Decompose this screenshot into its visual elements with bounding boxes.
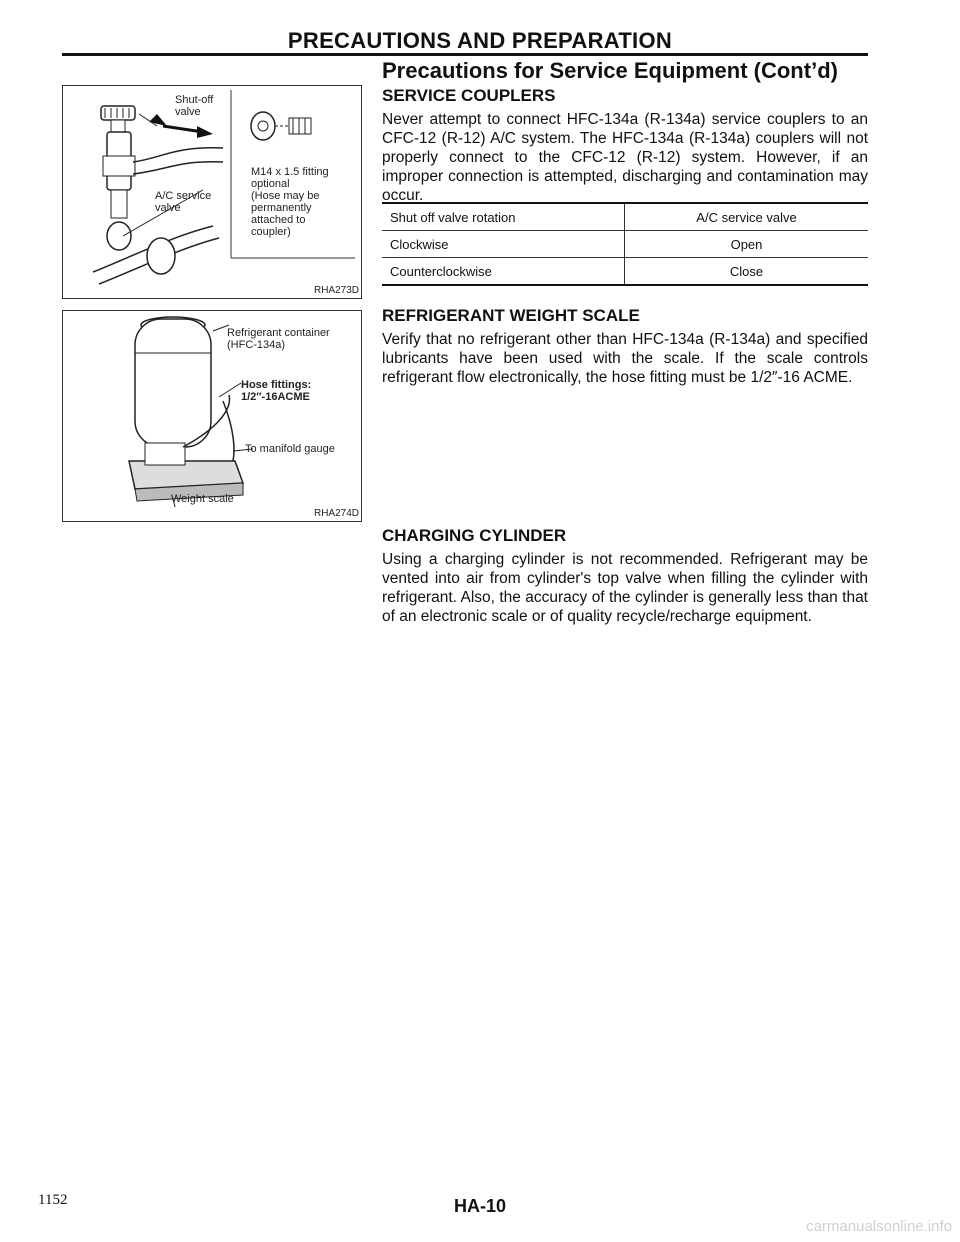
table-cell: Close	[625, 258, 869, 286]
figure-code: RHA274D	[313, 508, 359, 519]
figure-weight-scale	[62, 310, 362, 522]
header-rule	[62, 53, 868, 56]
service-couplers-heading: SERVICE COUPLERS	[382, 86, 556, 105]
table-header: Shut off valve rotation	[382, 203, 625, 231]
ac-service-valve-label: A/C service valve	[155, 190, 212, 214]
charging-cylinder-text: Using a charging cylinder is not recommended. Refrigerant may be vented into air from cylinder's top valve when filling the cylinder with refrigerant. Also, the accuracy of the cylinder is generally less than that of an electronic scale or of quality recycle/recharge equipment.	[382, 551, 868, 625]
weight-scale-label: Weight scale	[171, 493, 234, 505]
page-number: 1152	[38, 1192, 68, 1208]
weight-scale-heading: REFRIGERANT WEIGHT SCALE	[382, 306, 640, 325]
refrigerant-container-label: Refrigerant container (HFC-134a)	[227, 327, 330, 351]
fitting-note: M14 x 1.5 fitting optional (Hose may be permanently attached to coupler)	[251, 166, 329, 238]
figure-code: RHA273D	[313, 285, 359, 296]
page-header-title: PRECAUTIONS AND PREPARATION	[287, 28, 673, 53]
service-couplers-text: Never attempt to connect HFC-134a (R-134a) service couplers to an CFC-12 (R-12) A/C system. The HFC-134a (R-134a) couplers will not properly connect to the CFC-12 (R-12) system. However, if an improper connection is attempted, discharging and contamination may occur.	[382, 111, 868, 204]
section-title: Precautions for Service Equipment (Cont’d)	[382, 58, 838, 83]
watermark: carmanualsonline.info	[806, 1218, 952, 1235]
hose-fittings-label: Hose fittings: 1/2″-16ACME	[241, 379, 312, 403]
figure-service-coupler	[62, 85, 362, 299]
table-cell: Open	[625, 231, 869, 258]
valve-rotation-table	[382, 202, 868, 286]
charging-cylinder-heading: CHARGING CYLINDER	[382, 526, 567, 545]
manifold-gauge-label: To manifold gauge	[245, 443, 335, 455]
weight-scale-text: Verify that no refrigerant other than HFC-134a (R-134a) and specified lubricants have been used with the scale. If the scale controls refrigerant flow electronically, the hose fitting must be 1/2″-16 ACME.	[382, 331, 868, 386]
table-cell: Counterclockwise	[382, 258, 625, 286]
table-row	[382, 258, 868, 286]
table-header-row	[382, 203, 868, 231]
table-header: A/C service valve	[625, 203, 869, 231]
page-id: HA-10	[453, 1196, 506, 1216]
shutoff-valve-label: Shut-off valve	[175, 94, 214, 118]
table-cell: Clockwise	[382, 231, 625, 258]
table-row	[382, 231, 868, 258]
